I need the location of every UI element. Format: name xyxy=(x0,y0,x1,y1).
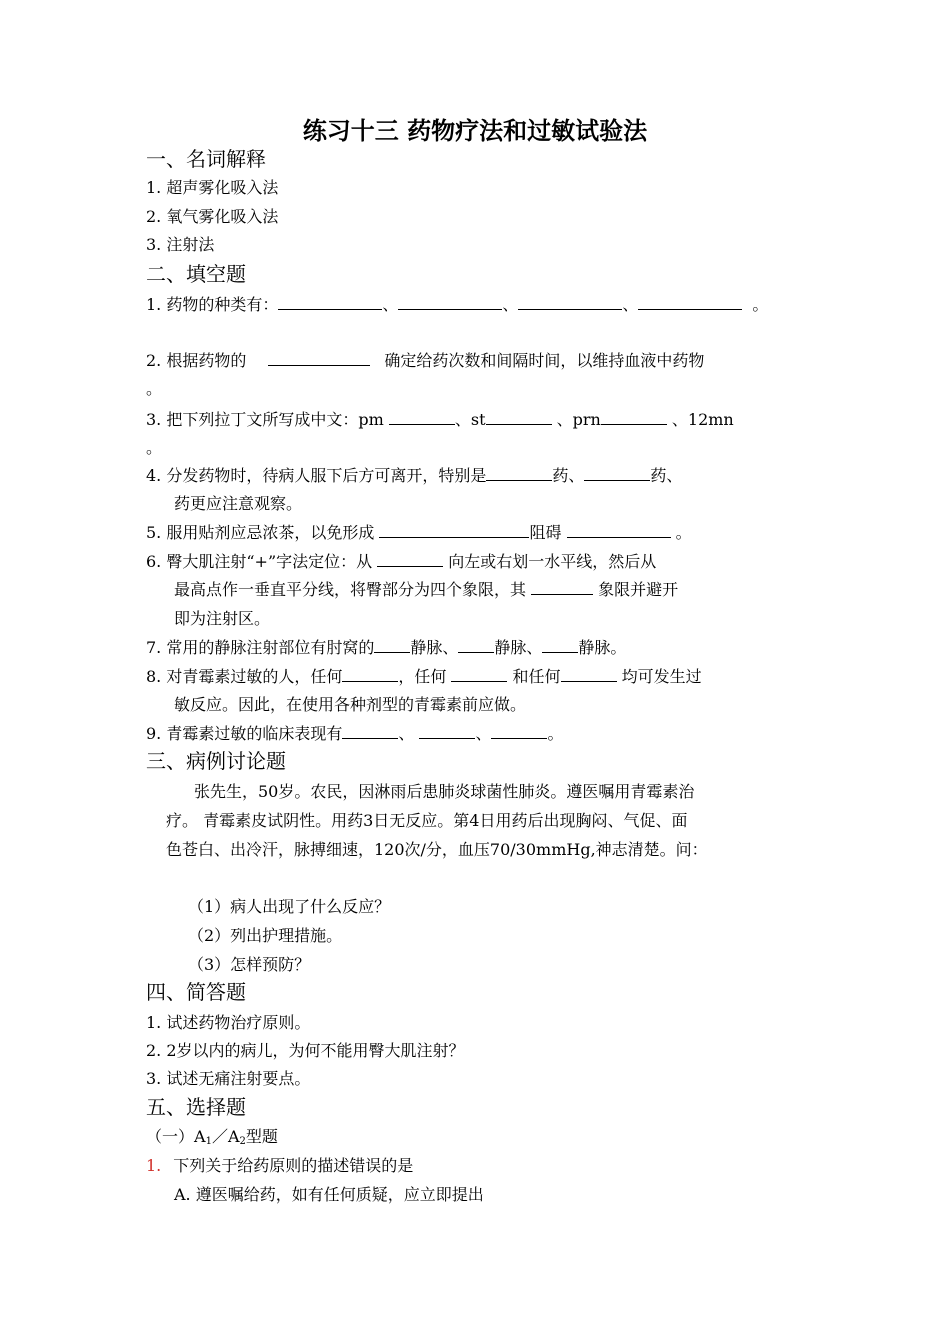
section4-heading: 四、简答题 xyxy=(146,980,246,1004)
answer-blank[interactable] xyxy=(567,523,671,538)
answer-blank[interactable] xyxy=(342,724,398,739)
answer-blank[interactable] xyxy=(531,580,593,595)
case-line-3: 色苍白、出冷汗，脉搏细速，120次/分，血压70/30mmHg,神志清楚。问： xyxy=(166,840,708,859)
answer-blank[interactable] xyxy=(419,724,475,739)
answer-blank[interactable] xyxy=(458,638,494,653)
fill-q9: 9. 青霉素过敏的临床表现有 、 、 。 xyxy=(146,724,564,743)
case-question-3: （3）怎样预防？ xyxy=(188,955,311,974)
answer-blank[interactable] xyxy=(561,667,617,682)
section3-heading: 三、病例讨论题 xyxy=(146,749,286,773)
fill-q4-cont: 药更应注意观察。 xyxy=(174,494,303,513)
case-question-2: （2）列出护理措施。 xyxy=(188,926,343,945)
answer-blank[interactable] xyxy=(486,466,552,481)
fill-q2-cont: 。 xyxy=(146,379,163,398)
fill-q3: 3. 把下列拉丁文所写成中文：pm 、st 、prn 、12mn xyxy=(146,410,734,429)
answer-blank[interactable] xyxy=(518,295,622,310)
answer-blank[interactable] xyxy=(486,410,552,425)
answer-blank[interactable] xyxy=(374,638,410,653)
answer-blank[interactable] xyxy=(342,667,398,682)
answer-blank[interactable] xyxy=(379,523,529,538)
term-item-3: 3. 注射法 xyxy=(146,235,215,254)
case-question-1: （1）病人出现了什么反应？ xyxy=(188,897,391,916)
fill-q6-cont: 最高点作一垂直平分线，将臀部分为四个象限，其 象限并避开 xyxy=(174,580,679,599)
answer-blank[interactable] xyxy=(601,410,667,425)
answer-blank[interactable] xyxy=(389,410,455,425)
section5-heading: 五、选择题 xyxy=(146,1095,246,1119)
short-answer-3: 3. 试述无痛注射要点。 xyxy=(146,1069,311,1088)
question-type-label: （一）$A_1/A_2$型题 xyxy=(146,1127,278,1147)
mc-question-1: 1. 下列关于给药原则的描述错误的是 xyxy=(146,1156,414,1175)
answer-blank[interactable] xyxy=(398,295,502,310)
answer-blank[interactable] xyxy=(638,295,742,310)
fill-q3-cont: 。 xyxy=(146,438,163,457)
answer-blank[interactable] xyxy=(278,295,382,310)
fill-q8: 8. 对青霉素过敏的人，任何 ，任何 和任何 均可发生过 xyxy=(146,667,702,686)
answer-blank[interactable] xyxy=(584,466,650,481)
answer-blank[interactable] xyxy=(542,638,578,653)
fill-q8-cont: 敏反应。因此，在使用各种剂型的青霉素前应做。 xyxy=(174,695,527,714)
fill-q5: 5. 服用贴剂应忌浓茶，以免形成 阻碍 。 xyxy=(146,523,692,542)
case-line-1: 张先生，50岁。农民，因淋雨后患肺炎球菌性肺炎。遵医嘱用青霉素治 xyxy=(194,782,695,801)
answer-blank[interactable] xyxy=(377,552,443,567)
fill-q7: 7. 常用的静脉注射部位有肘窝的 静脉、 静脉、 静脉。 xyxy=(146,638,627,657)
section2-heading: 二、填空题 xyxy=(146,262,246,286)
case-line-2: 疗。 青霉素皮试阴性。用药3日无反应。第4日用药后出现胸闷、气促、面 xyxy=(166,811,688,830)
term-item-1: 1. 超声雾化吸入法 xyxy=(146,178,279,197)
mc-option-a[interactable]: A. 遵医嘱给药，如有任何质疑，应立即提出 xyxy=(174,1185,484,1204)
short-answer-1: 1. 试述药物治疗原则。 xyxy=(146,1013,311,1032)
question-number: 1. xyxy=(146,1156,162,1175)
answer-blank[interactable] xyxy=(451,667,507,682)
page-title: 练习十三 药物疗法和过敏试验法 xyxy=(302,117,648,145)
fill-q6: 6. 臀大肌注射“+”字法定位：从 向左或右划一水平线，然后从 xyxy=(146,552,657,571)
fill-q2: 2. 根据药物的 确定给药次数和间隔时间，以维持血液中药物 xyxy=(146,351,705,370)
short-answer-2: 2. 2岁以内的病儿，为何不能用臀大肌注射？ xyxy=(146,1041,465,1060)
fill-q4: 4. 分发药物时，待病人服下后方可离开，特别是 药、 药、 xyxy=(146,466,683,485)
answer-blank[interactable] xyxy=(268,351,370,366)
section1-heading: 一、名词解释 xyxy=(146,147,266,171)
answer-blank[interactable] xyxy=(491,724,547,739)
fill-q1: 1. 药物的种类有： 、 、 、 。 xyxy=(146,295,769,314)
term-item-2: 2. 氧气雾化吸入法 xyxy=(146,207,279,226)
fill-q6-cont2: 即为注射区。 xyxy=(174,609,271,628)
